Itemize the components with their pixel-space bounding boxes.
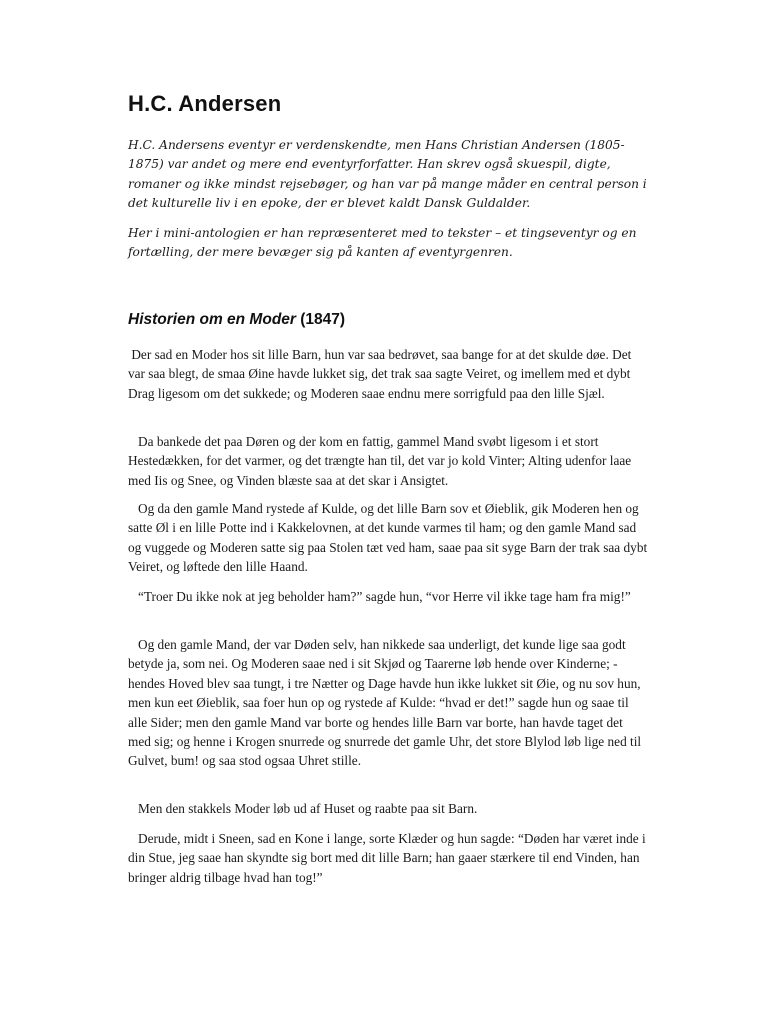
intro-paragraph: Her i mini-antologien er han repræsenteret med to tekster – et tingseventyr og en fortælling, der mere bevæger sig på kanten af eventyrgenren. [128,226,637,260]
section-title: Historien om en Moder [128,311,296,328]
intro-paragraph: H.C. Andersens eventyr er verdenskendte, men Hans Christian Andersen (1805-1875) var andet og mere end eventyrforfatter. Han skrev også skuespil, digte, romaner og ikke mindst rejsebøger, og han var på mange måder en central person i det kulturelle liv i en epoke, der er blevet kaldt Dansk Guldalder. [128,138,647,210]
body-paragraph: Og den gamle Mand, der var Døden selv, han nikkede saa underligt, det kunde lige saa godt betyde ja, som nei. Og Moderen saae ned i sit Skjød og Taarerne løb hende over Kinderne; - hendes Hoved blev saa tungt, i tre Nætter og Dage havde hun ikke lukket sit Øie, og nu sov hun, men kun eet Øieblik, saa foer hun op og rystede af Kulde: “hvad er det!” sagde hun og saae til alle Sider; men den gamle Mand var borte og hendes lille Barn var borte, han havde taget det med sig; og henne i Krogen snurrede og snurrede det gamle Uhr, det store Blylod løb lige ned til Gulvet, bum! og saa stod ogsaa Uhret stille. [128,637,645,769]
body-paragraph: Der sad en Moder hos sit lille Barn, hun var saa bedrøvet, saa bange for at det skulde døe. Det var saa blegt, de smaa Øine havde lukket sig, det trak saa sagte Veiret, og imellem med et dybt Drag ligesom om det sukkede; og Moderen saae endnu mere sorrigfuld paa den lille Sjæl. [128,347,635,401]
body-paragraph: Derude, midt i Sneen, sad en Kone i lange, sorte Klæder og hun sagde: “Døden har været inde i din Stue, jeg saae han skyndte sig bort med dit lille Barn; han gaaer stærkere til end Vinden, han bringer aldrig tilbage hvad han tog!” [128,831,650,885]
body-paragraph: Men den stakkels Moder løb ud af Huset og raabte paa sit Barn. [128,801,478,816]
body-paragraph: “Troer Du ikke nok at jeg beholder ham?” sagde hun, “vor Herre vil ikke tage ham fra mig!” [128,589,631,604]
section-heading [128,311,345,329]
body-paragraph: Da bankede det paa Døren og der kom en fattig, gammel Mand svøbt ligesom i et stort Hestedækken, for det varmer, og det trængte han til, det var jo kold Vinter; Alting udenfor laae med Iis og Snee, og Vinden blæste saa at det skar i Ansigtet. [128,434,635,488]
body-paragraph: Og da den gamle Mand rystede af Kulde, og det lille Barn sov et Øieblik, gik Moderen hen og satte Øl i en lille Potte ind i Kakkelovnen, at det kunde varmes til ham; og den gamle Mand sad og vuggede og Moderen satte sig paa Stolen tæt ved ham, saae paa sit syge Barn der trak saa dybt Veiret, og løftede den lille Haand. [128,501,651,575]
page-title: H.C. Andersen [128,91,282,116]
section-year: (1847) [295,311,346,328]
